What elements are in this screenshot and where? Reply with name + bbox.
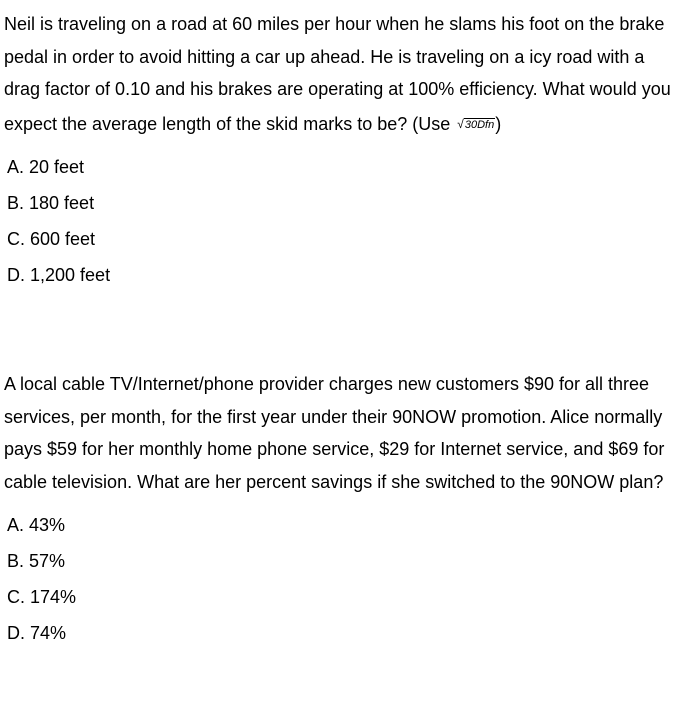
choice-c[interactable]: C. 174% bbox=[7, 587, 77, 607]
answer-choices bbox=[4, 149, 684, 293]
square-root-icon: √ bbox=[457, 116, 464, 131]
choice-b[interactable]: B. 57% bbox=[7, 551, 66, 571]
answer-choices bbox=[4, 507, 684, 651]
choice-c[interactable]: C. 600 feet bbox=[7, 229, 96, 249]
choice-a[interactable]: A. 43% bbox=[7, 515, 66, 535]
choice-d[interactable]: D. 1,200 feet bbox=[7, 265, 111, 285]
choice-d[interactable]: D. 74% bbox=[7, 623, 67, 643]
question-1 bbox=[4, 8, 684, 293]
question-text bbox=[4, 8, 684, 141]
question-2 bbox=[4, 368, 684, 651]
question-suffix: ) bbox=[495, 113, 502, 134]
choice-a[interactable]: A. 20 feet bbox=[7, 157, 85, 177]
choice-b[interactable]: B. 180 feet bbox=[7, 193, 95, 213]
question-text: A local cable TV/Internet/phone provider charges new customers $90 for all three services, per month, for the first year under their 90NOW promotion. Alice normally pays $59 for her monthly home phone service, $29 for Internet service, and $69 for cable television. What are her percent savings if she switched to the 90NOW plan? bbox=[4, 374, 665, 492]
question-prompt: Neil is traveling on a road at 60 miles per hour when he slams his foot on the brake pedal in order to avoid hitting a car up ahead. He is traveling on a icy road with a drag factor of 0.10 and his brakes are operating at 100% efficiency. What would you expect the average length of the skid marks to be? (Use bbox=[4, 14, 671, 134]
skid-formula bbox=[457, 106, 495, 142]
formula-radicand: 30Dfn bbox=[464, 118, 495, 131]
